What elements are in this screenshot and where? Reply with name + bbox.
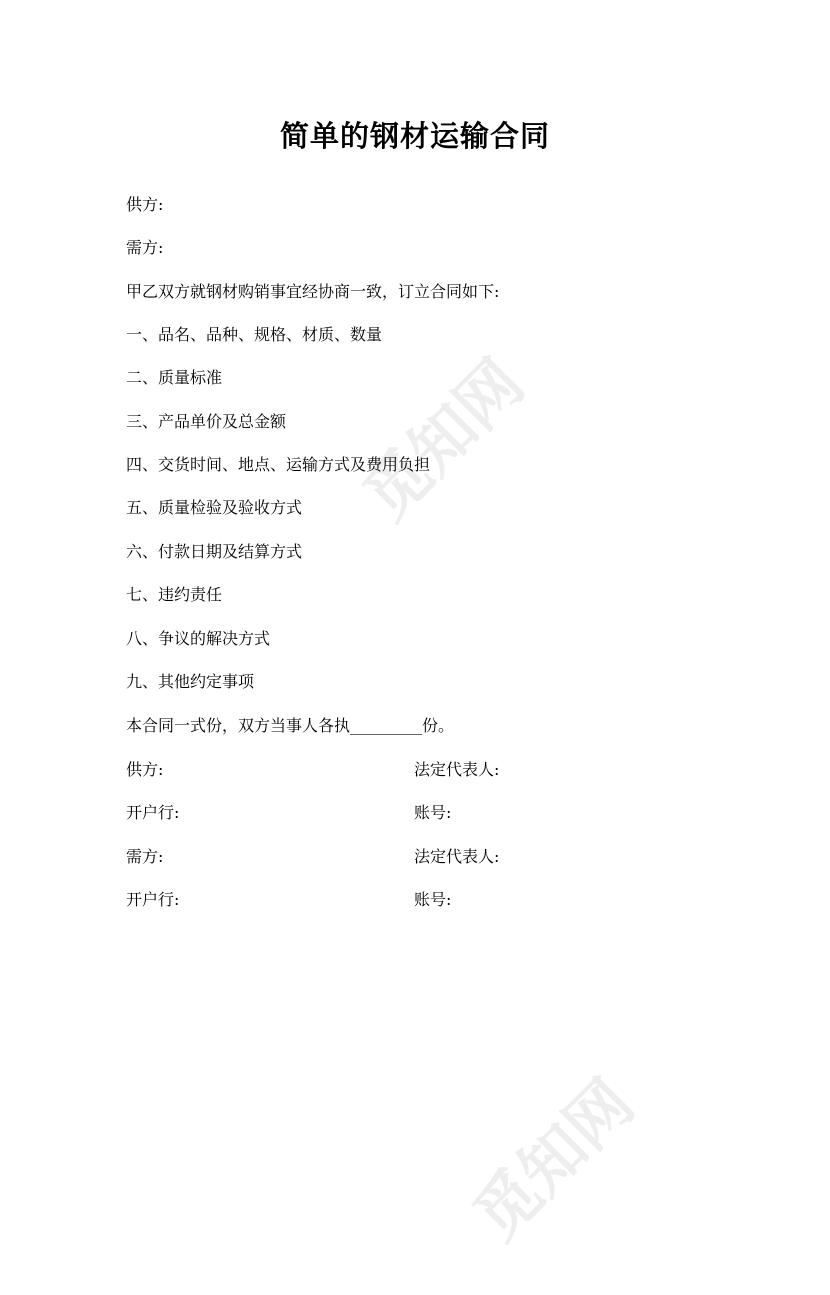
buyer-label: 需方: bbox=[126, 238, 164, 257]
sig-supplier-account-label: 账号: bbox=[414, 803, 452, 822]
sig-supplier-bank-label: 开户行: bbox=[126, 803, 180, 822]
copies-line: 本合同一式份，双方当事人各执_________份。 bbox=[126, 716, 455, 735]
sig-buyer-label: 需方: bbox=[126, 847, 164, 866]
sig-buyer-account-label: 账号: bbox=[414, 890, 452, 909]
intro-text: 甲乙双方就钢材购销事宜经协商一致，订立合同如下: bbox=[126, 282, 500, 301]
clause-item: 三、产品单价及总金额 bbox=[126, 412, 287, 431]
watermark: 觅知网 bbox=[460, 1066, 649, 1255]
clause-item: 八、争议的解决方式 bbox=[126, 629, 271, 648]
clause-item: 七、违约责任 bbox=[126, 585, 223, 604]
sig-buyer-bank-label: 开户行: bbox=[126, 890, 180, 909]
clause-item: 一、品名、品种、规格、材质、数量 bbox=[126, 325, 383, 344]
sig-buyer-rep-label: 法定代表人: bbox=[414, 847, 500, 866]
document-title: 简单的钢材运输合同 bbox=[279, 119, 550, 153]
clause-item: 四、交货时间、地点、运输方式及费用负担 bbox=[126, 455, 431, 474]
sig-supplier-label: 供方: bbox=[126, 760, 164, 779]
clause-item: 六、付款日期及结算方式 bbox=[126, 542, 303, 561]
clause-item: 九、其他约定事项 bbox=[126, 672, 255, 691]
supplier-label: 供方: bbox=[126, 195, 164, 214]
sig-supplier-rep-label: 法定代表人: bbox=[414, 760, 500, 779]
watermark: 觅知网 bbox=[350, 346, 539, 535]
clause-item: 二、质量标准 bbox=[126, 368, 223, 387]
clause-item: 五、质量检验及验收方式 bbox=[126, 498, 303, 517]
